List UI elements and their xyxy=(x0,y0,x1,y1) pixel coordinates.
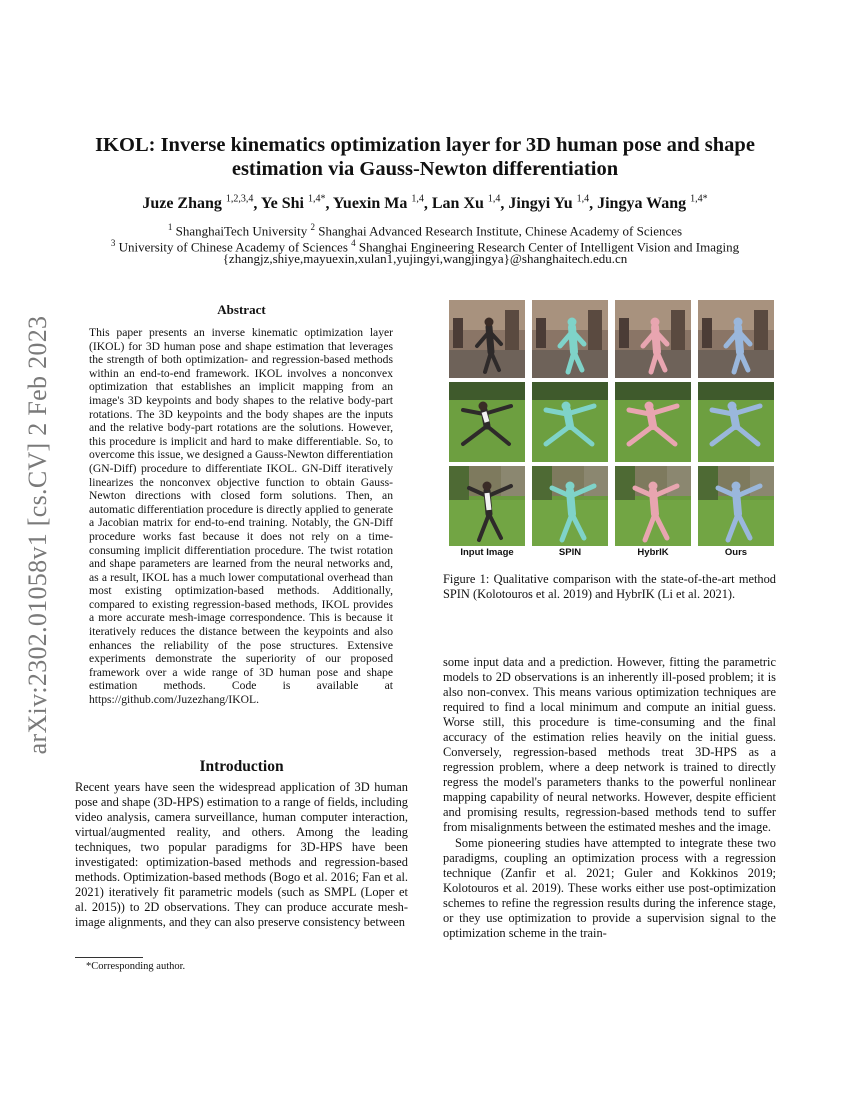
figure-1 xyxy=(445,300,775,562)
author-emails: {zhangjz,shiye,mayuexin,xulan1,yujingyi,wangjingya}@shanghaitech.edu.cn xyxy=(222,251,628,266)
abstract-body: This paper presents an inverse kinematic optimization layer (IKOL) for 3D human pose and shape estimation that leverages the strength of both optimization- and regression-based methods within an end-to-end framework. IKOL involves a nonconvex optimization that establishes an implicit mapping from an image's 3D keypoints and body shapes to the relative body-part rotations. The 3D keypoints and the body shapes are the inputs and the relative body-part rotations are the solutions. However, this procedure is implicit and hard to make differentiable. So, to overcome this issue, we designed a Gauss-Newton differentiation (GN-Diff) procedure to differentiate IKOL. GN-Diff iteratively linearizes the nonconvex objective function to obtain Gauss-Newton directions with closed form solutions. Then, an automatic differentiation procedure is directly applied to generate a Jacobian matrix for end-to-end training. Notably, the GN-Diff procedure works fast because it does not rely on a time-consuming implicit differentiation procedure. The twist rotation and shape parameters are learned from the neural networks and, as a result, IKOL has a much lower computational overhead than most existing optimization-based methods. Additionally, compared to existing regression-based methods, IKOL provides a more accurate mesh-image correspondence. This is because it iteratively reduces the distance between the keypoints and also enhances the reliability of the pose structures. Extensive experiments demonstrate the superiority of our proposed framework over a wide range of 3D human pose and shape estimation methods. Code is available at https://github.com/Juzezhang/IKOL. xyxy=(89,326,393,707)
affiliation-line-2: $^3$ University of Chinese Academy of Sciences $^4$ Shanghai Engineering Research Center of Intelligent Vision and Imaging xyxy=(110,238,740,255)
figure-cell xyxy=(698,300,774,378)
author: Lan Xu $^{1,4}$ xyxy=(431,194,501,213)
figure-cell xyxy=(615,300,691,378)
author: Jingyi Yu $^{1,4}$ xyxy=(508,194,590,213)
figure-cell xyxy=(615,466,691,546)
figure-cell xyxy=(532,382,608,462)
author: Yuexin Ma $^{1,4}$ xyxy=(332,194,424,213)
arxiv-stamp: arXiv:2302.01058v1 [cs.CV] 2 Feb 2023 xyxy=(23,315,52,755)
figure-cell xyxy=(449,382,525,462)
right-column-body xyxy=(443,655,776,941)
label-hybrik: HybrIK xyxy=(637,547,669,558)
abstract-heading: Abstract xyxy=(217,302,266,317)
author: Ye Shi $^{1,4*}$ xyxy=(260,194,326,213)
figure-cell xyxy=(449,466,525,546)
figure-cell xyxy=(698,466,774,546)
figure-column-labels xyxy=(445,547,775,561)
figure-cell xyxy=(532,466,608,546)
author: Jingya Wang $^{1,4*}$ xyxy=(597,194,708,213)
label-spin: SPIN xyxy=(558,547,582,558)
paragraph: Some pioneering studies have attempted to integrate these two paradigms, coupling an optimization process with a regression technique (Zanfir et al. 2021; Guler and Kokkinos 2019; Kolotouros et al. 2019). These works either use post-optimization schemes to refine the regression results during the inference stage, or they use optimization to provide a supervision signal to the optimization scheme in the train- xyxy=(443,836,776,940)
label-input-image: Input Image xyxy=(460,547,514,558)
introduction-body: Recent years have seen the widespread application of 3D human pose and shape (3D-HPS) estimation to a range of fields, including video analysis, camera surveillance, human computer interaction, virtual/augmented reality, and others. Among the leading techniques, two popular paradigms for 3D-HPS have been investigated: optimization-based methods and regression-based methods. Optimization-based methods (Bogo et al. 2016; Fan et al. 2021) iteratively fit parametric models (such as SMPL (Loper et al. 2015)) to 2D observations. They can produce accurate mesh-image alignments, and they can also preserve consistency between xyxy=(75,780,408,929)
figure-caption: Figure 1: Qualitative comparison with the state-of-the-art method SPIN (Kolotouros et al. 2019) and HybrIK (Li et al. 2021). xyxy=(443,572,776,601)
figure-cell xyxy=(532,300,608,378)
paper-title: IKOL: Inverse kinematics optimization layer for 3D human pose and shape estimation via Gauss-Newton differentiation xyxy=(95,134,755,180)
footnote: *Corresponding author. xyxy=(86,961,186,972)
author-list: Juze Zhang $^{1,2,3,4}$, Ye Shi $^{1,4*}$, Yuexin Ma $^{1,4}$, Lan Xu $^{1,4}$, Jingyi Yu $^{1,4}$, Jingya Wang $^{1,4*}$ xyxy=(142,194,708,213)
label-ours: Ours xyxy=(724,547,748,558)
paragraph: some input data and a prediction. However, fitting the parametric models to 2D observations is an inherently ill-posed problem; it is also non-convex. This means various optimization techniques are required to find a local minimum and compute an initial guess. Worse still, this procedure is time-consuming and the final accuracy of the estimation relies heavily on the initial guess. Conversely, regression-based methods treat 3D-HPS as a regression problem, where a deep network is trained to directly regress the model's parameters thanks to the powerful nonlinear mapping capability of neural networks. However, despite efficient and promising results, regression-based methods tend to suffer from misalignments between the estimated meshes and the image. xyxy=(443,655,776,834)
figure-cell xyxy=(449,300,525,378)
introduction-heading: Introduction xyxy=(199,758,284,775)
figure-cell xyxy=(615,382,691,462)
author: Juze Zhang $^{1,2,3,4}$ xyxy=(142,194,254,213)
affiliation-line-1: $^1$ ShanghaiTech University $^2$ Shanghai Advanced Research Institute, Chinese Academy of Sciences xyxy=(167,222,683,239)
figure-image-grid xyxy=(445,300,775,548)
footnote-rule xyxy=(75,957,143,958)
figure-cell xyxy=(698,382,774,462)
